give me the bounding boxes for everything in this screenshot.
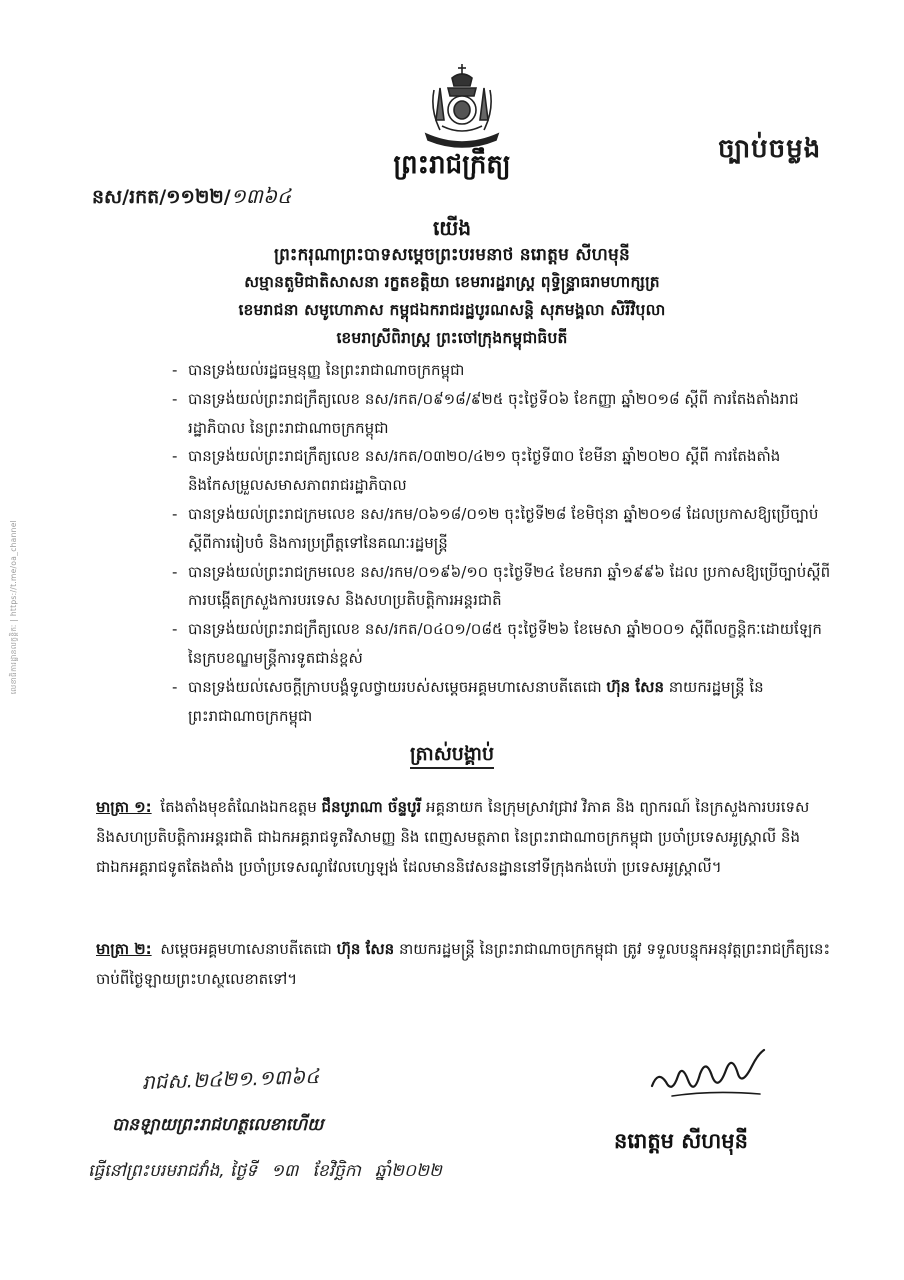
- article-text: អគ្គនាយក នៃក្រុមស្រាវជ្រាវ វិភាគ និង ព្យាករណ៍ នៃក្រសួងការបរទេស និងសហប្រតិបត្តិការអន្តរជាតិ ជាឯកអគ្គរាជទូតវិសាមញ្ញ និង ពេញសមត្ថភាព នៃព្រះរាជាណាចក្រកម្ពុជា ប្រចាំប្រទេសអូស្ត្រាលី និងជាឯកអគ្គរាជទូតតែងតាំង ប្រចាំប្រទេសណូវែលហ្សេឡង់ ដែលមាននិវេសនដ្ឋាននៅទីក្រុងកង់បេរ៉ា ប្រទេសអូស្ត្រាលី។: [96, 798, 810, 876]
- recital-item: - បានទ្រង់យល់ព្រះរាជក្រឹត្យលេខ នស/រកត/០៩១៨/៩២៥ ចុះថ្ងៃទី០៦ ខែកញ្ញា ឆ្នាំ២០១៨ ស្តីពី ការតែងតាំងរាជរដ្ឋាភិបាល នៃព្រះរាជាណាចក្រកម្ពុជា: [172, 389, 799, 437]
- recital-item: - បានទ្រង់យល់ព្រះរាជក្រមលេខ នស/រកម/០៦១៨/០១២ ចុះថ្ងៃទី២៨ ខែមិថុនា ឆ្នាំ២០១៨ ដែលប្រកាសឱ្យប្រើច្បាប់ស្តីពីការរៀបចំ និងការប្រព្រឹត្តទៅនៃគណៈរដ្ឋមន្ត្រី: [172, 504, 819, 552]
- recital-text: បានទ្រង់យល់រដ្ឋធម្មនុញ្ញ នៃព្រះរាជាណាចក្រកម្ពុជា: [188, 361, 465, 379]
- recital-text: បានទ្រង់យល់ព្រះរាជក្រឹត្យលេខ នស/រកត/០៣២០/៤២១ ចុះថ្ងៃទី៣០ ខែមីនា ឆ្នាំ២០២០ ស្តីពី ការតែងតាំង និងកែសម្រួលសមាសភាពរាជរដ្ឋាភិបាល: [188, 447, 781, 495]
- date-day: ១៣: [271, 1161, 299, 1181]
- date-year: ឆ្នាំ២០២២: [375, 1161, 442, 1181]
- date-prefix: ធ្វើនៅព្រះបរមរាជវាំង, ថ្ងៃទី: [88, 1161, 258, 1181]
- promulgation-note: បានឡាយព្រះរាជហត្ថលេខាហើយ: [112, 1115, 324, 1135]
- recital-item: - បានទ្រង់យល់ព្រះរាជក្រឹត្យលេខ នស/រកត/០៣២០/៤២១ ចុះថ្ងៃទី៣០ ខែមីនា ឆ្នាំ២០២០ ស្តីពី ការតែងតាំង និងកែសម្រួលសមាសភាពរាជរដ្ឋាភិបាល: [172, 447, 781, 495]
- document-title: ព្រះរាជក្រឹត្យ: [393, 150, 511, 180]
- article-2: [96, 934, 832, 994]
- recital-text: បានទ្រង់យល់ព្រះរាជក្រមលេខ នស/រកម/០១៩៦/១០ ចុះថ្ងៃទី២៤ ខែមករា ឆ្នាំ១៩៩៦ ដែល ប្រកាសឱ្យប្រើច្បាប់ស្តីពីការបង្កើតក្រសួងការបរទេស និងសហប្រតិបត្តិការអន្តរជាតិ: [188, 562, 831, 610]
- decree-number: [92, 183, 291, 213]
- decree-number-handwritten: ១៣៦៤: [230, 184, 292, 208]
- article-name: ជឹនបូរាណា ច័ន្ទបូរី: [321, 798, 422, 816]
- recital-name: ហ៊ុន សែន: [606, 677, 664, 696]
- decides-text: ត្រាស់បង្គាប់: [410, 743, 494, 769]
- royal-title-line: ព្រះករុណាព្រះបាទសម្តេចព្រះបរមនាថ នរោត្តម សីហមុនី: [274, 245, 630, 265]
- recital-text: បានទ្រង់យល់សេចក្តីក្រាបបង្គំទូលថ្វាយរបស់សម្តេចអគ្គមហាសេនាបតីតេជោ: [188, 677, 602, 696]
- article-label: មាត្រា ២:: [96, 940, 152, 958]
- recital-text: នាយករដ្ឋមន្ត្រី នៃព្រះរាជាណាចក្រកម្ពុជា: [188, 677, 764, 725]
- recital-text: បានទ្រង់យល់ព្រះរាជក្រមលេខ នស/រកម/០៦១៨/០១២ ចុះថ្ងៃទី២៨ ខែមិថុនា ឆ្នាំ២០១៨ ដែលប្រកាសឱ្យប្រើច្បាប់ស្តីពីការរៀបចំ និងការប្រព្រឹត្តទៅនៃគណៈរដ្ឋមន្ត្រី: [188, 504, 819, 552]
- we-heading: យើង: [432, 216, 472, 240]
- copy-stamp: ច្បាប់ចម្លង: [718, 134, 822, 164]
- royal-title-line: សម្មានតួមិជាតិសាសនា រក្ខតខត្តិយា ខេមរារដ្ឋរាស្ត្រ ពុទ្ធិន្ទ្រាធរាមហាក្សត្រ: [244, 273, 660, 291]
- article-text: នាយករដ្ឋមន្ត្រី នៃព្រះរាជាណាចក្រកម្ពុជា ត្រូវ ទទួលបន្ទុកអនុវត្តព្រះរាជក្រឹត្យនេះ ចាប់ពីថ្ងៃឡាយព្រះហស្ថលេខាតទៅ។: [96, 940, 831, 988]
- article-label: មាត្រា ១:: [96, 798, 152, 816]
- recital-text: បានទ្រង់យល់ព្រះរាជក្រឹត្យលេខ នស/រកត/០៩១៨/៩២៥ ចុះថ្ងៃទី០៦ ខែកញ្ញា ឆ្នាំ២០១៨ ស្តីពី ការតែងតាំងរាជរដ្ឋាភិបាល នៃព្រះរាជាណាចក្រកម្ពុជា: [188, 389, 799, 437]
- article-text: តែងតាំងមុខតំណែងឯកឧត្តម: [160, 798, 317, 816]
- recital-text: បានទ្រង់យល់ព្រះរាជក្រឹត្យលេខ នស/រកត/០៤០១/០៨៥ ចុះថ្ងៃទី២៦ ខែមេសា ឆ្នាំ២០០១ ស្តីពីលក្ខន្តិកៈដោយឡែក នៃក្របខណ្ឌមន្ត្រីការទូតជាន់ខ្ពស់: [188, 620, 822, 667]
- signer-name: នរោត្តម សីហមុនី: [614, 1129, 748, 1153]
- recitals-list: [172, 356, 832, 730]
- article-1: [96, 792, 832, 882]
- recital-item: - បានទ្រង់យល់រដ្ឋធម្មនុញ្ញ នៃព្រះរាជាណាចក្រកម្ពុជា: [172, 361, 465, 379]
- royal-title-line: ខេមរាស្រីពិរាស្ត្រ ព្រះចៅក្រុងកម្ពុជាធិបតី: [336, 329, 568, 347]
- article-name: ហ៊ុន សែន: [336, 940, 395, 958]
- decree-number-printed: នស/រកត/១១២២/: [92, 186, 231, 208]
- royal-arms-of-cambodia-icon: [412, 60, 512, 148]
- article-text: សម្តេចអគ្គមហាសេនាបតីតេជោ: [160, 940, 332, 958]
- watermark-text: លេខាធិការដ្ឋានលក្ខន្តិកៈ | https://t.me/oa_channel: [9, 520, 18, 695]
- recital-item: - បានទ្រង់យល់សេចក្តីក្រាបបង្គំទូលថ្វាយរបស់សម្តេចអគ្គមហាសេនាបតីតេជោ ហ៊ុន សែន នាយករដ្ឋមន្ត្រី នៃព្រះរាជាណាចក្រកម្ពុជា: [172, 677, 764, 725]
- decides-heading: [0, 742, 904, 770]
- date-month: ខែវិច្ឆិកា: [312, 1161, 361, 1181]
- recital-item: - បានទ្រង់យល់ព្រះរាជក្រមលេខ នស/រកម/០១៩៦/១០ ចុះថ្ងៃទី២៤ ខែមករា ឆ្នាំ១៩៩៦ ដែល ប្រកាសឱ្យប្រើច្បាប់ស្តីពីការបង្កើតក្រសួងការបរទេស និងសហប្រតិបត្តិការអន្តរជាតិ: [172, 562, 831, 610]
- royal-signature-icon: [642, 1040, 782, 1110]
- recital-item: - បានទ្រង់យល់ព្រះរាជក្រឹត្យលេខ នស/រកត/០៤០១/០៨៥ ចុះថ្ងៃទី២៦ ខែមេសា ឆ្នាំ២០០១ ស្តីពីលក្ខន្តិកៈដោយឡែក នៃក្របខណ្ឌមន្ត្រីការទូតជាន់ខ្ពស់: [172, 620, 822, 667]
- date-line: [88, 1160, 442, 1185]
- royal-title-line: ខេមរាជនា សមូហោភាស កម្ពុជឯករាជរដ្ឋបូរណសន្តិ សុភមង្គលា សិរីវិបុលា: [238, 301, 666, 319]
- handwritten-reference: រាជស.២៤២១.១៣៦៤: [141, 1063, 320, 1095]
